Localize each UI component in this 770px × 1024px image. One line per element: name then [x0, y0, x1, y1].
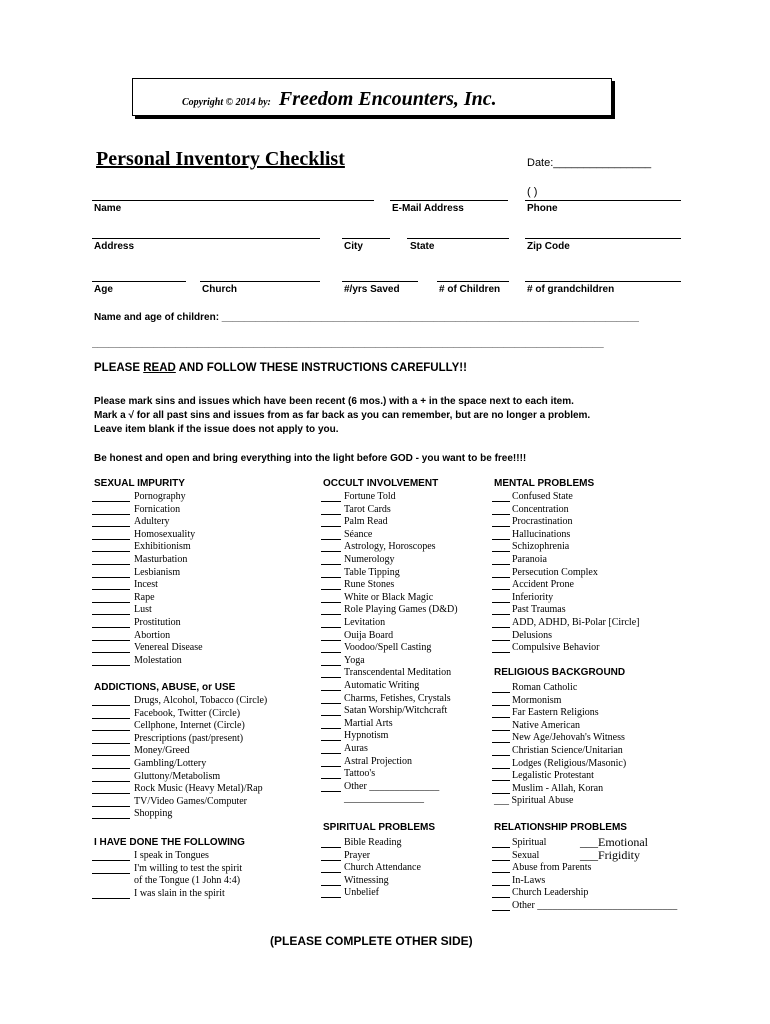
checkbox-blank-relationship-0[interactable]	[492, 837, 510, 848]
city-line[interactable]	[342, 238, 390, 239]
checkbox-blank-occult-3[interactable]	[321, 529, 341, 540]
honest-statement: Be honest and open and bring everything into the light before GOD - you want to be free!!!!	[94, 453, 527, 464]
checkbox-blank-occult-1[interactable]	[321, 504, 341, 515]
checklist-item-occult-0: Fortune Told	[344, 491, 396, 502]
section-title-done: I HAVE DONE THE FOLLOWING	[94, 837, 245, 848]
checklist-item-relationship-0: Spiritual	[512, 837, 547, 848]
heading-read: READ	[143, 362, 176, 374]
checklist-item-done-1: I'm willing to test the spirit	[134, 862, 243, 874]
checkbox-blank-done-3[interactable]	[92, 888, 130, 899]
church-label: Church	[202, 284, 237, 295]
checkbox-blank-mental-9[interactable]	[492, 604, 510, 615]
checklist-item-occult-2: Palm Read	[344, 516, 388, 528]
children-label: # of Children	[439, 284, 501, 295]
checklist-item-occult-3: Séance	[344, 528, 373, 540]
checkbox-blank-occult-16[interactable]	[321, 693, 341, 704]
checklist-item-addictions-1: Facebook, Twitter (Circle)	[134, 707, 241, 719]
checklist-item-religious-5: Christian Science/Unitarian	[512, 745, 623, 756]
checklist-item-addictions-3: Prescriptions (past/present)	[134, 732, 244, 744]
checkbox-blank-occult-9[interactable]	[321, 604, 341, 615]
checklist-item-sexual-2: Adultery	[134, 516, 170, 528]
checkbox-blank-mental-4[interactable]	[492, 541, 510, 552]
checkbox-blank-sexual-2[interactable]	[92, 516, 130, 527]
checklist-item-occult-11: Ouija Board	[344, 629, 394, 641]
instruction-line-1: Please mark sins and issues which have been recent (6 mos.) with a + in the space next to each item.	[94, 396, 574, 407]
checkbox-blank-occult-13[interactable]	[321, 655, 341, 666]
checkbox-blank-occult-6[interactable]	[321, 567, 341, 578]
checklist-item-addictions-8: TV/Video Games/Computer	[134, 795, 247, 807]
footer-note: (PLEASE COMPLETE OTHER SIDE)	[270, 934, 473, 948]
checklist-item-addictions-6: Gluttony/Metabolism	[134, 770, 221, 782]
checkbox-blank-sexual-8[interactable]	[92, 592, 130, 603]
page-title: Personal Inventory Checklist	[96, 148, 345, 170]
checkbox-blank-addictions-1[interactable]	[92, 708, 130, 719]
phone-line[interactable]	[525, 200, 681, 201]
checkbox-blank-sexual-12[interactable]	[92, 642, 130, 653]
checkbox-blank-spiritual-2[interactable]	[321, 862, 341, 873]
checkbox-blank-mental-11[interactable]	[492, 630, 510, 641]
checklist-item-occult-8: White or Black Magic	[344, 591, 434, 603]
state-line[interactable]	[407, 238, 509, 239]
checkbox-blank-sexual-0[interactable]	[92, 491, 130, 502]
phone-label: Phone	[527, 203, 558, 214]
checkbox-blank-occult-21[interactable]	[321, 756, 341, 767]
checklist-item-sexual-9: Lust	[134, 604, 152, 616]
checklist-item-occult-21: Astral Projection	[344, 755, 413, 767]
checkbox-blank-occult-2[interactable]	[321, 516, 341, 527]
checklist-item-religious-3: Native American	[512, 719, 581, 731]
relationship-emotional: ___Emotional	[580, 835, 648, 849]
checklist-item-mental-12: Compulsive Behavior	[512, 642, 600, 654]
checklist-item-religious-6: Lodges (Religious/Masonic)	[512, 757, 627, 769]
checkbox-blank-spiritual-3[interactable]	[321, 875, 341, 886]
checklist-item-spiritual-1: Prayer	[344, 849, 371, 861]
checklist-item-relationship-2: Abuse from Parents	[512, 862, 592, 874]
checklist-item-addictions-9: Shopping	[134, 808, 173, 820]
checklist-item-occult-20: Auras	[344, 743, 368, 754]
heading-pre: PLEASE	[94, 362, 144, 374]
checkbox-blank-occult-22[interactable]	[321, 768, 341, 779]
checklist-item-relationship-3: In-Laws	[512, 874, 546, 886]
checklist-item-religious-4: New Age/Jehovah's Witness	[512, 732, 625, 744]
checkbox-blank-relationship-3[interactable]	[492, 875, 510, 886]
checkbox-blank-addictions-4[interactable]	[92, 745, 130, 756]
checklist-item-religious-1: Mormonism	[512, 694, 562, 706]
instructions-heading	[94, 362, 467, 374]
checkbox-blank-mental-8[interactable]	[492, 592, 510, 603]
checkbox-blank-addictions-2[interactable]	[92, 720, 130, 731]
yrs-saved-line[interactable]	[342, 281, 418, 282]
yrs-saved-label: #/yrs Saved	[344, 284, 400, 295]
checklist-item-occult-22: Tattoo's	[344, 768, 376, 780]
checklist-item-occult-14: Transcendental Meditation	[344, 667, 452, 679]
checkbox-blank-spiritual-1[interactable]	[321, 850, 341, 861]
section-title-occult: OCCULT INVOLVEMENT	[323, 478, 439, 489]
checklist-item-mental-4: Schizophrenia	[512, 541, 570, 553]
section-title-addictions: ADDICTIONS, ABUSE, or USE	[94, 682, 236, 693]
checkbox-blank-occult-8[interactable]	[321, 592, 341, 603]
checkbox-blank-relationship-2[interactable]	[492, 862, 510, 873]
checklist-item-done-2: of the Tongue (1 John 4:4)	[134, 875, 241, 887]
checklist-item-occult-15: Automatic Writing	[344, 680, 420, 691]
checklist-item-sexual-11: Abortion	[134, 629, 171, 641]
checkbox-blank-religious-8[interactable]	[492, 783, 510, 794]
checklist-item-mental-7: Accident Prone	[512, 579, 574, 591]
checklist-item-addictions-7: Rock Music (Heavy Metal)/Rap	[134, 783, 263, 795]
checklist-item-sexual-4: Exhibitionism	[134, 541, 191, 553]
checkbox-blank-religious-2[interactable]	[492, 707, 510, 718]
checklist-item-occult-13: Yoga	[344, 654, 365, 666]
checkbox-blank-relationship-4[interactable]	[492, 887, 510, 898]
checklist-item-mental-5: Paranoia	[512, 554, 547, 565]
children-names-field[interactable]: Name and age of children: ___________________________________________________________________________	[94, 312, 639, 323]
checklist-item-done-0: I speak in Tongues	[134, 850, 209, 861]
checklist-item-occult-18: Martial Arts	[344, 717, 393, 729]
section-title-religious: RELIGIOUS BACKGROUND	[494, 667, 626, 678]
copyright-prefix: Copyright © 2014 by:	[182, 97, 271, 108]
checklist-item-mental-9: Past Traumas	[512, 604, 566, 616]
checkbox-blank-sexual-10[interactable]	[92, 617, 130, 628]
heading-post: AND FOLLOW THESE INSTRUCTIONS CAREFULLY!!	[175, 362, 467, 374]
checkbox-blank-addictions-6[interactable]	[92, 771, 130, 782]
checklist-item-addictions-2: Cellphone, Internet (Circle)	[134, 720, 245, 732]
checklist-item-sexual-3: Homosexuality	[134, 528, 196, 540]
checkbox-blank-sexual-5[interactable]	[92, 554, 130, 565]
checkbox-blank-mental-7[interactable]	[492, 579, 510, 590]
checklist-item-addictions-5: Gambling/Lottery	[134, 758, 207, 769]
checkbox-blank-occult-0[interactable]	[321, 491, 341, 502]
checklist-item-occult-12: Voodoo/Spell Casting	[344, 642, 432, 654]
address-label: Address	[94, 241, 135, 252]
checkbox-blank-religious-6[interactable]	[492, 758, 510, 769]
checkbox-blank-sexual-13[interactable]	[92, 655, 130, 666]
checklist-item-mental-6: Persecution Complex	[512, 566, 598, 578]
checklist-item-sexual-12: Venereal Disease	[134, 642, 203, 654]
checkbox-blank-occult-12[interactable]	[321, 642, 341, 653]
checklist-item-occult-23: Other ______________	[344, 780, 440, 792]
checkbox-blank-religious-5[interactable]	[492, 745, 510, 756]
instruction-line-2: Mark a √ for all past sins and issues from as far back as you can remember, but are no longer a problem.	[94, 410, 591, 421]
checklist-item-occult-19: Hypnotism	[344, 730, 389, 742]
checklist-item-religious-2: Far Eastern Religions	[512, 707, 599, 719]
checkbox-blank-occult-7[interactable]	[321, 579, 341, 590]
checklist-item-occult-16: Charms, Fetishes, Crystals	[344, 692, 451, 704]
section-title-relationship: RELATIONSHIP PROBLEMS	[494, 822, 627, 833]
checklist-item-sexual-13: Molestation	[134, 654, 182, 666]
checkbox-blank-occult-10[interactable]	[321, 617, 341, 628]
checklist-item-mental-8: Inferiority	[512, 591, 554, 603]
checklist-item-relationship-1: Sexual	[512, 849, 540, 861]
checkbox-blank-religious-0[interactable]	[492, 682, 510, 693]
checklist-item-addictions-0: Drugs, Alcohol, Tobacco (Circle)	[134, 695, 268, 706]
checklist-item-mental-3: Hallucinations	[512, 528, 571, 540]
checkbox-blank-addictions-5[interactable]	[92, 758, 130, 769]
company-name: Freedom Encounters, Inc.	[278, 88, 497, 110]
checklist-item-mental-1: Concentration	[512, 503, 569, 515]
checkbox-blank-sexual-7[interactable]	[92, 579, 130, 590]
checkbox-blank-mental-2[interactable]	[492, 516, 510, 527]
checkbox-blank-sexual-6[interactable]	[92, 567, 130, 578]
checkbox-blank-sexual-4[interactable]	[92, 541, 130, 552]
checkbox-blank-occult-15[interactable]	[321, 680, 341, 691]
checkbox-blank-spiritual-4[interactable]	[321, 887, 341, 898]
checklist-item-sexual-8: Rape	[134, 591, 155, 603]
checkbox-blank-mental-1[interactable]	[492, 504, 510, 515]
age-line[interactable]	[92, 281, 186, 282]
instruction-line-3: Leave item blank if the issue does not apply to you.	[94, 424, 339, 435]
city-label: City	[344, 241, 363, 252]
checkbox-blank-done-0[interactable]	[92, 850, 130, 861]
checkbox-blank-religious-7[interactable]	[492, 770, 510, 781]
checklist-item-religious-8: Muslim - Allah, Koran	[512, 782, 604, 794]
checklist-item-addictions-4: Money/Greed	[134, 745, 190, 757]
checkbox-blank-occult-4[interactable]	[321, 541, 341, 552]
children-names-extra-line[interactable]: ____________________________________________________________________________________________	[92, 338, 604, 349]
section-title-mental: MENTAL PROBLEMS	[494, 478, 595, 489]
checkbox-blank-addictions-9[interactable]	[92, 808, 130, 819]
checklist-item-occult-6: Table Tipping	[344, 566, 400, 578]
checkbox-blank-sexual-3[interactable]	[92, 529, 130, 540]
email-label: E-Mail Address	[392, 203, 464, 214]
checkbox-blank-mental-10[interactable]	[492, 617, 510, 628]
checklist-item-spiritual-0: Bible Reading	[344, 837, 402, 848]
zip-line[interactable]	[525, 238, 681, 239]
checklist-item-relationship-5: Other ____________________________	[512, 900, 678, 911]
checklist-item-occult-1: Tarot Cards	[344, 503, 391, 515]
name-line[interactable]	[92, 200, 374, 201]
checkbox-blank-relationship-1[interactable]	[492, 850, 510, 861]
checkbox-blank-mental-5[interactable]	[492, 554, 510, 565]
checkbox-blank-mental-3[interactable]	[492, 529, 510, 540]
checklist-item-occult-4: Astrology, Horoscopes	[344, 541, 436, 553]
checkbox-blank-occult-18[interactable]	[321, 718, 341, 729]
checklist-item-occult-10: Levitation	[344, 617, 386, 628]
checkbox-blank-addictions-0[interactable]	[92, 695, 130, 706]
checkbox-blank-religious-4[interactable]	[492, 732, 510, 743]
checkbox-blank-religious-3[interactable]	[492, 720, 510, 731]
section-title-sexual: SEXUAL IMPURITY	[94, 478, 185, 489]
checkbox-blank-done-1[interactable]	[92, 863, 130, 874]
checklist-item-mental-10: ADD, ADHD, Bi-Polar [Circle]	[512, 617, 640, 628]
checklist-item-sexual-5: Masturbation	[134, 554, 188, 565]
email-line[interactable]	[390, 200, 508, 201]
checkbox-blank-addictions-8[interactable]	[92, 796, 130, 807]
checklist-item-religious-0: Roman Catholic	[512, 682, 578, 693]
checkbox-blank-sexual-1[interactable]	[92, 504, 130, 515]
checkbox-blank-religious-1[interactable]	[492, 695, 510, 706]
checklist-item-sexual-7: Incest	[134, 579, 158, 591]
checklist-item-sexual-1: Fornication	[134, 503, 181, 515]
relationship-frigidity: ___Frigidity	[580, 847, 641, 862]
checklist-item-religious-spiritual-abuse: ___ Spiritual Abuse	[494, 795, 574, 807]
checklist-item-religious-7: Legalistic Protestant	[512, 770, 594, 782]
section-title-spiritual: SPIRITUAL PROBLEMS	[323, 822, 436, 833]
checklist-item-sexual-10: Prostitution	[134, 617, 181, 628]
copyright-line	[182, 88, 497, 111]
checkbox-blank-occult-17[interactable]	[321, 705, 341, 716]
checkbox-blank-sexual-11[interactable]	[92, 630, 130, 641]
checklist-item-mental-11: Delusions	[512, 629, 552, 641]
checklist-item-relationship-4: Church Leadership	[512, 887, 589, 899]
checkbox-blank-occult-19[interactable]	[321, 730, 341, 741]
checklist-item-spiritual-2: Church Attendance	[344, 862, 421, 874]
checklist-item-sexual-0: Pornography	[134, 491, 186, 502]
checkbox-blank-occult-5[interactable]	[321, 554, 341, 565]
state-label: State	[410, 241, 435, 252]
checkbox-blank-occult-11[interactable]	[321, 630, 341, 641]
children-line[interactable]	[437, 281, 509, 282]
zip-label: Zip Code	[527, 241, 570, 252]
checkbox-blank-mental-12[interactable]	[492, 642, 510, 653]
checkbox-blank-spiritual-0[interactable]	[321, 837, 341, 848]
name-label: Name	[94, 203, 122, 214]
occult-other-extra-line[interactable]: ________________	[344, 793, 424, 805]
checklist-item-mental-0: Confused State	[512, 491, 573, 502]
grandchildren-label: # of grandchildren	[527, 284, 615, 295]
checkbox-blank-occult-14[interactable]	[321, 667, 341, 678]
church-line[interactable]	[200, 281, 320, 282]
address-line[interactable]	[92, 238, 320, 239]
checkbox-blank-addictions-3[interactable]	[92, 733, 130, 744]
checkbox-blank-relationship-5[interactable]	[492, 900, 510, 911]
checkbox-blank-occult-20[interactable]	[321, 743, 341, 754]
checklist-item-spiritual-3: Witnessing	[344, 874, 389, 886]
checklist-item-spiritual-4: Unbelief	[344, 887, 379, 899]
grandchildren-line[interactable]	[525, 281, 681, 282]
phone-area-code: ( )	[527, 186, 538, 198]
date-field[interactable]: Date:________________	[527, 157, 652, 169]
checkbox-blank-mental-0[interactable]	[492, 491, 510, 502]
checkbox-blank-mental-6[interactable]	[492, 567, 510, 578]
checkbox-blank-addictions-7[interactable]	[92, 783, 130, 794]
checklist-item-mental-2: Procrastination	[512, 516, 573, 528]
checklist-item-done-3: I was slain in the spirit	[134, 887, 225, 899]
age-label: Age	[94, 284, 113, 295]
checklist-item-occult-5: Numerology	[344, 554, 395, 565]
checklist-item-sexual-6: Lesbianism	[134, 566, 181, 578]
checklist-item-occult-17: Satan Worship/Witchcraft	[344, 705, 448, 717]
checkbox-blank-sexual-9[interactable]	[92, 604, 130, 615]
instructions-body	[94, 395, 590, 437]
checklist-item-occult-9: Role Playing Games (D&D)	[344, 604, 458, 616]
checklist-item-occult-7: Rune Stones	[344, 579, 395, 591]
checkbox-blank-occult-23[interactable]	[321, 781, 341, 792]
